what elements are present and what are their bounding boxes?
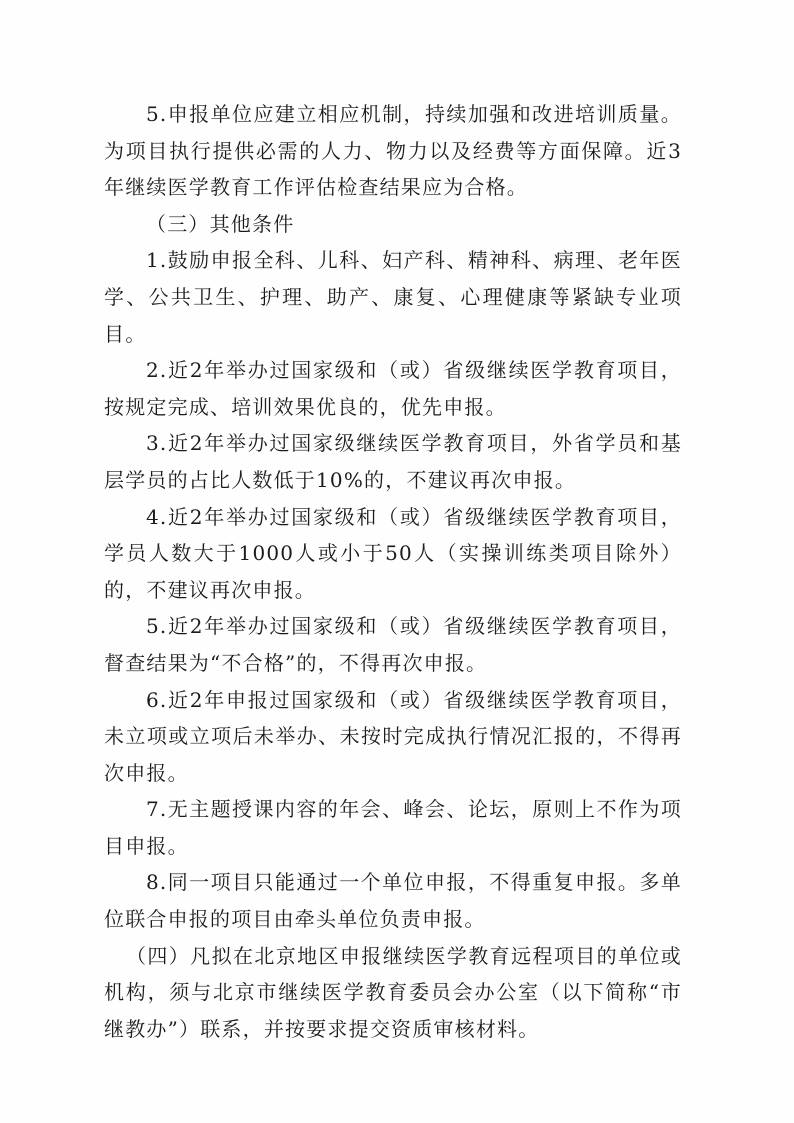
paragraph-condition-1: 1.鼓励申报全科、儿科、妇产科、精神科、病理、老年医学、公共卫生、护理、助产、康复、心理健康等紧缺专业项目。 bbox=[104, 248, 682, 346]
paragraph-requirement-5: 5.申报单位应建立相应机制，持续加强和改进培训质量。为项目执行提供必需的人力、物力以及经费等方面保障。近3年继续医学教育工作评估检查结果应为合格。 bbox=[104, 102, 682, 200]
paragraph-condition-4: 4.近2年举办过国家级和（或）省级继续医学教育项目，学员人数大于1000人或小于50人（实操训练类项目除外）的，不建议再次申报。 bbox=[104, 504, 682, 602]
section-paragraph-remote-projects: （四）凡拟在北京地区申报继续医学教育远程项目的单位或机构，须与北京市继续医学教育委员会办公室（以下简称“市继教办”）联系，并按要求提交资质审核材料。 bbox=[104, 943, 682, 1041]
document-body bbox=[104, 96, 682, 1047]
section-heading-other-conditions: （三）其他条件 bbox=[146, 211, 295, 236]
paragraph-condition-8: 8.同一项目只能通过一个单位申报，不得重复申报。多单位联合申报的项目由牵头单位负责申报。 bbox=[104, 870, 682, 932]
paragraph-condition-6: 6.近2年申报过国家级和（或）省级继续医学教育项目，未立项或立项后未举办、未按时完成执行情况汇报的，不得再次申报。 bbox=[104, 687, 682, 785]
paragraph-condition-7: 7.无主题授课内容的年会、峰会、论坛，原则上不作为项目申报。 bbox=[104, 797, 682, 858]
paragraph-condition-5: 5.近2年举办过国家级和（或）省级继续医学教育项目，督查结果为“不合格”的，不得再次申报。 bbox=[104, 614, 682, 675]
paragraph-condition-3: 3.近2年举办过国家级继续医学教育项目，外省学员和基层学员的占比人数低于10%的，不建议再次申报。 bbox=[104, 431, 682, 492]
paragraph-condition-2: 2.近2年举办过国家级和（或）省级继续医学教育项目，按规定完成、培训效果优良的，优先申报。 bbox=[104, 358, 682, 419]
